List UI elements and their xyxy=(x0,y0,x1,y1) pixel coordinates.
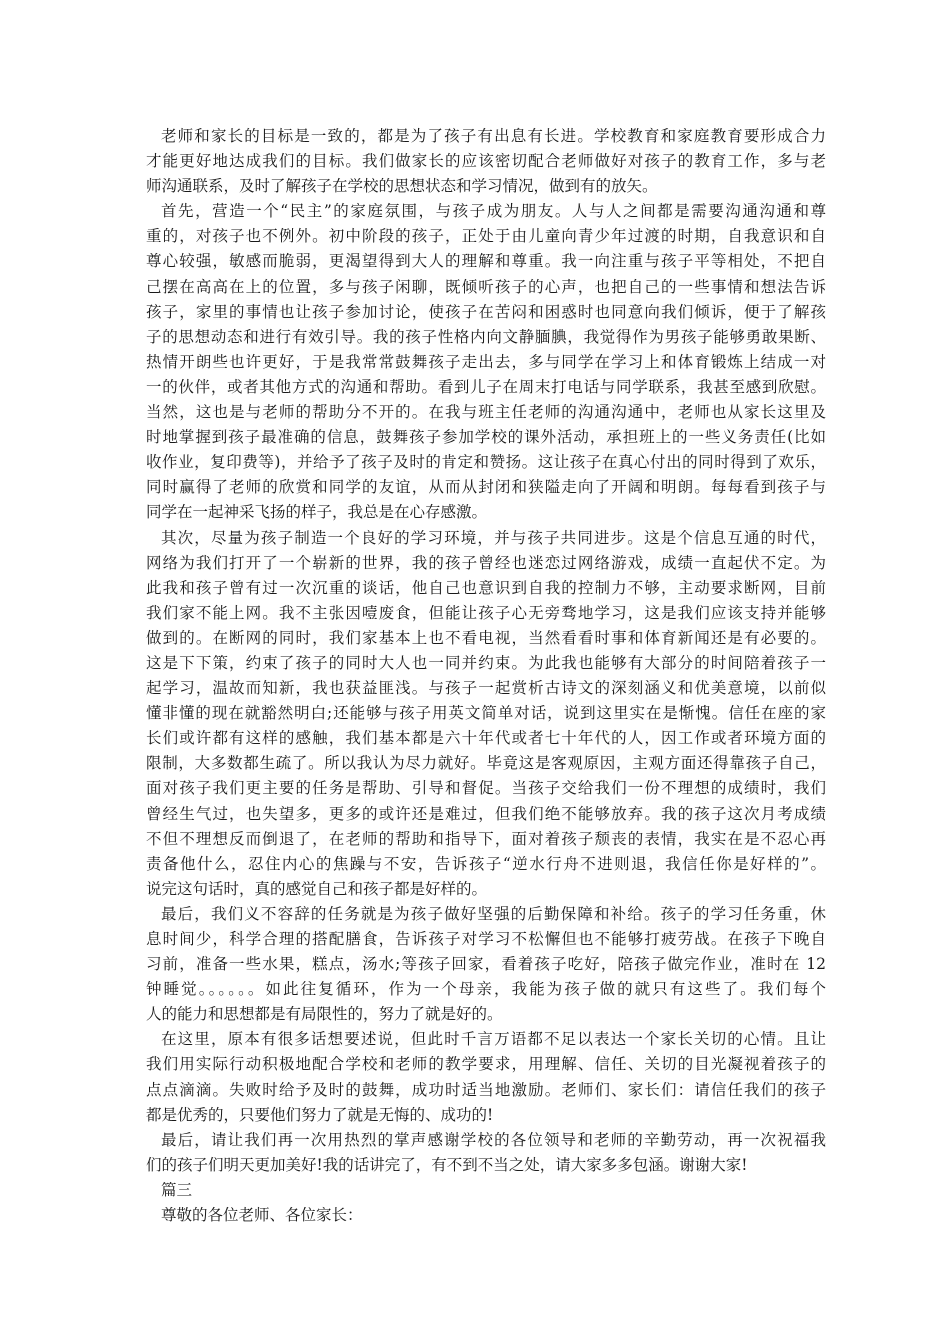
text-line: 限制，大多数都生疏了。所以我认为尽力就好。毕竟这是客观原因，主观方面还得靠孩子自己， xyxy=(146,754,826,773)
text-line: 息时间少，科学合理的搭配膳食，告诉孩子对学习不松懈但也不能够打疲劳战。在孩子下晚自 xyxy=(146,930,826,948)
text-line: 我们家不能上网。我不主张因噎废食，但能让孩子心无旁骛地学习，这是我们应该支持并能够 xyxy=(146,603,826,622)
text-line: 习前，准备一些水果，糕点，汤水;等孩子回家，看着孩子吃好，陪孩子做完作业，准时在 12 xyxy=(146,955,826,974)
text-line: 最后，请让我们再一次用热烈的掌声感谢学校的各位领导和老师的辛勤劳动，再一次祝福我 xyxy=(161,1130,826,1149)
paragraph xyxy=(146,1178,826,1203)
text-line: 这是下下策，约束了孩子的同时大人也一同并约束。为此我也能够有大部分的时间陪着孩子一 xyxy=(146,653,826,672)
text-line: 尊敬的各位老师、各位家长： xyxy=(161,1206,363,1225)
paragraph xyxy=(146,902,826,1027)
text-line: 网络为我们打开了一个崭新的世界，我的孩子曾经也迷恋过网络游戏，成绩一直起伏不定。为 xyxy=(146,553,826,572)
text-line: 责备他什么，忍住内心的焦躁与不安，告诉孩子“逆水行舟不进则退，我信任你是好样的”。 xyxy=(146,854,826,873)
text-line: 重的，对孩子也不例外。初中阶段的孩子，正处于由儿童向青少年过渡的时期，自我意识和自 xyxy=(146,227,826,246)
text-line: 面对孩子我们更主要的任务是帮助、引导和督促。当孩子交给我们一份不理想的成绩时，我们 xyxy=(146,779,826,798)
text-line: 师沟通联系，及时了解孩子在学校的思想状态和学习情况，做到有的放矢。 xyxy=(146,177,658,196)
text-line: 孩子，家里的事情也让孩子参加讨论，使孩子在苦闷和困惑时也同意向我们倾诉，便于了解孩 xyxy=(146,302,826,321)
text-line: 长们或许都有这样的感触，我们基本都是六十年代或者七十年代的人，因工作或者环境方面的 xyxy=(146,729,826,748)
text-line: 当然，这也是与老师的帮助分不开的。在我与班主任老师的沟通沟通中，老师也从家长这里及 xyxy=(146,403,826,422)
text-line: 说完这句话时，真的感觉自己和孩子都是好样的。 xyxy=(146,879,488,898)
text-line: 在这里，原本有很多话想要述说，但此时千言万语都不足以表达一个家长关切的心情。且让 xyxy=(161,1030,826,1049)
text-line: 首先，营造一个“民主”的家庭氛围，与孩子成为朋友。人与人之间都是需要沟通沟通和尊 xyxy=(161,202,826,221)
paragraph xyxy=(146,199,826,525)
paragraph xyxy=(146,1128,826,1178)
text-line: 其次，尽量为孩子制造一个良好的学习环境，并与孩子共同进步。这是个信息互通的时代， xyxy=(161,528,826,547)
text-line: 钟睡觉。。。。。。如此往复循环，作为一个母亲，我能为孩子做的就只有这些了。我们每个 xyxy=(146,980,826,999)
text-line: 起学习，温故而知新，我也获益匪浅。与孩子一起赏析古诗文的深刻涵义和优美意境，以前似 xyxy=(146,679,826,698)
text-line: 不但不理想反而倒退了，在老师的帮助和指导下，面对着孩子颓丧的表情，我实在是不忍心再 xyxy=(146,829,826,848)
document-page xyxy=(146,124,826,1228)
text-line: 懂非懂的现在就豁然明白;还能够与孩子用英文简单对话，说到这里实在是惭愧。信任在座的家 xyxy=(146,704,826,723)
text-line: 尊心较强，敏感而脆弱，更渴望得到大人的理解和尊重。我一向注重与孩子平等相处，不把自 xyxy=(146,252,826,271)
text-line: 同时赢得了老师的欣赏和同学的友谊，从而从封闭和狭隘走向了开阔和明朗。每每看到孩子与 xyxy=(146,478,826,497)
text-line: 同学在一起神采飞扬的样子，我总是在心存感激。 xyxy=(146,503,488,522)
text-line: 人的能力和思想都是有局限性的，努力了就是好的。 xyxy=(146,1005,503,1024)
text-line: 们的孩子们明天更加美好!我的话讲完了，有不到不当之处，请大家多多包涵。谢谢大家! xyxy=(146,1155,748,1174)
text-line: 子的思想动态和进行有效引导。我的孩子性格内向文静腼腆，我觉得作为男孩子能够勇敢果断、 xyxy=(146,327,826,346)
text-line: 此我和孩子曾有过一次沉重的谈话，他自己也意识到自我的控制力不够，主动要求断网，目前 xyxy=(146,578,826,597)
text-line: 最后，我们义不容辞的任务就是为孩子做好坚强的后勤保障和补给。孩子的学习任务重，休 xyxy=(161,904,826,923)
paragraph xyxy=(146,124,826,199)
paragraph xyxy=(146,1027,826,1127)
text-line: 己摆在高高在上的位置，多与孩子闲聊，既倾听孩子的心声，也把自己的一些事情和想法告诉 xyxy=(146,277,826,296)
text-line: 时地掌握到孩子最准确的信息，鼓舞孩子参加学校的课外活动，承担班上的一些义务责任(比如 xyxy=(146,428,826,447)
text-line: 篇三 xyxy=(161,1180,193,1199)
text-line: 才能更好地达成我们的目标。我们做家长的应该密切配合老师做好对孩子的教育工作，多与老 xyxy=(146,152,826,171)
text-line: 我们用实际行动积极地配合学校和老师的教学要求，用理解、信任、关切的目光凝视着孩子的 xyxy=(146,1055,826,1074)
text-line: 一的伙伴，或者其他方式的沟通和帮助。看到儿子在周末打电话与同学联系，我甚至感到欣慰。 xyxy=(146,377,826,396)
text-line: 热情开朗些也许更好，于是我常常鼓舞孩子走出去，多与同学在学习上和体育锻炼上结成一对 xyxy=(146,352,826,371)
paragraph xyxy=(146,526,826,902)
text-line: 都是优秀的，只要他们努力了就是无悔的、成功的! xyxy=(146,1105,494,1124)
text-line: 做到的。在断网的同时，我们家基本上也不看电视，当然看看时事和体育新闻还是有必要的。 xyxy=(146,628,826,647)
text-line: 收作业，复印费等)，并给予了孩子及时的肯定和赞扬。这让孩子在真心付出的同时得到了欢乐， xyxy=(146,453,826,472)
text-line: 曾经生气过，也失望多，更多的或许还是难过，但我们绝不能够放弃。我的孩子这次月考成绩 xyxy=(146,804,826,823)
paragraph xyxy=(146,1203,826,1228)
text-line: 点点滴滴。失败时给予及时的鼓舞，成功时适当地激励。老师们、家长们：请信任我们的孩子 xyxy=(146,1080,826,1099)
text-line: 老师和家长的目标是一致的，都是为了孩子有出息有长进。学校教育和家庭教育要形成合力 xyxy=(161,127,826,145)
